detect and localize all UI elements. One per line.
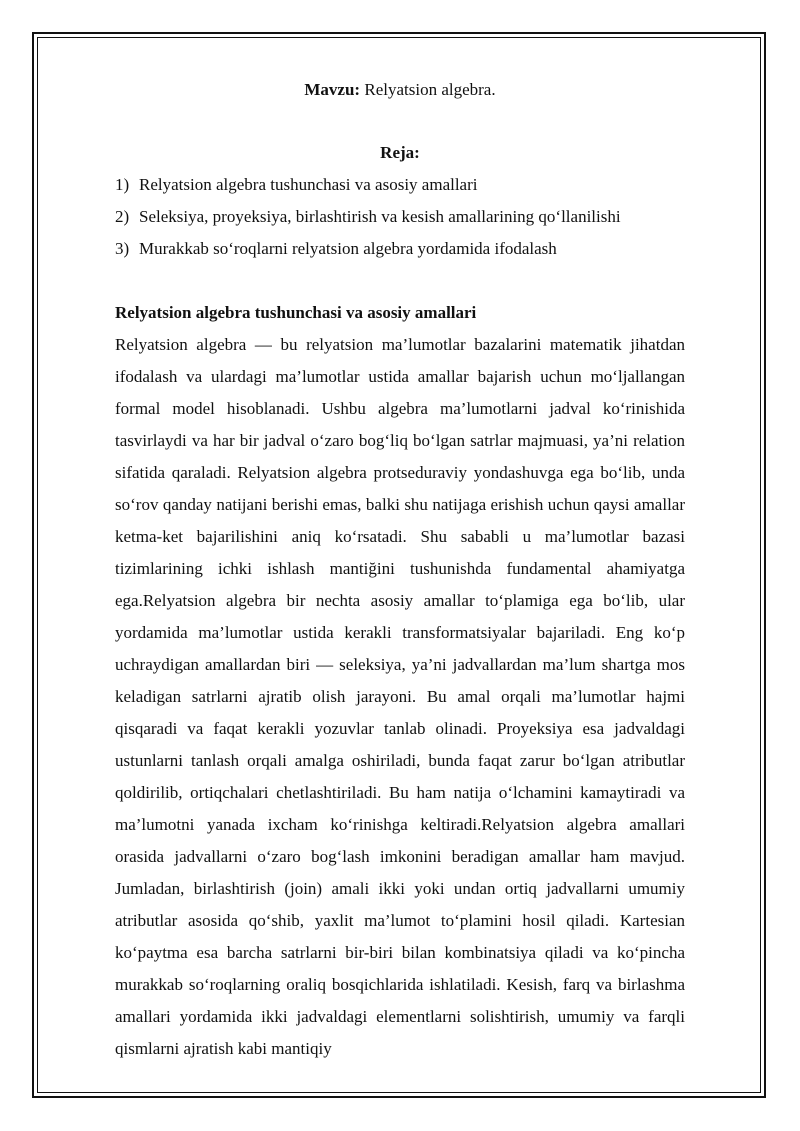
plan-item-number: 2): [115, 207, 130, 226]
topic-line: [115, 74, 685, 106]
plan-title: Reja:: [380, 143, 420, 162]
plan-item-number: 1): [115, 175, 130, 194]
plan-list: [115, 169, 685, 265]
section-heading: Relyatsion algebra tushunchasi va asosiy amallari: [115, 303, 477, 322]
plan-item-number: 3): [115, 239, 130, 258]
topic-value: Relyatsion algebra.: [364, 80, 496, 99]
plan-item: [115, 233, 685, 265]
topic-label: Mavzu:: [304, 80, 361, 99]
section-body-paragraph: Relyatsion algebra — bu relyatsion ma’lumotlar bazalarini matematik jihatdan ifodalash va ulardagi ma’lumotlar ustida amallar bajarish uchun mo‘ljallangan formal model hisoblanadi. Ushbu algebra ma’lumotlarni jadval ko‘rinishida tasvirlaydi va har bir jadval o‘zaro bog‘liq bo‘lgan satrlar majmuasi, ya’ni relation sifatida qaraladi. Relyatsion algebra protseduraviy yondashuvga ega bo‘lib, unda so‘rov qanday natijani berishi emas, balki shu natijaga erishish uchun qaysi amallar ketma-ket bajarilishini aniq ko‘rsatadi. Shu sababli u ma’lumotlar bazasi tizimlarining ichki ishlash mantiğini tushunishda fundamental ahamiyatga ega.Relyatsion algebra bir nechta asosiy amallar to‘plamiga ega bo‘lib, ular yordamida ma’lumotlar ustida kerakli transformatsiyalar bajariladi. Eng ko‘p uchraydigan amallardan biri — seleksiya, ya’ni jadvallardan ma’lum shartga mos keladigan satrlarni ajratib olish jarayoni. Bu amal orqali ma’lumotlar hajmi qisqaradi va faqat kerakli yozuvlar tanlab olinadi. Proyeksiya esa jadvaldagi ustunlarni tanlash orqali amalga oshiriladi, bunda faqat zarur bo‘lgan atributlar qoldirilib, ortiqchalari chetlashtiriladi. Bu ham natija o‘lchamini kamaytiradi va ma’lumotni yanada ixcham ko‘rinishga keltiradi.Relyatsion algebra amallari orasida jadvallarni o‘zaro bog‘lash imkonini beradigan amallar ham mavjud. Jumladan, birlashtirish (join) amali ikki yoki undan ortiq jadvallarni umumiy atributlar asosida qo‘shib, yaxlit ma’lumot to‘plamini hosil qiladi. Kartesian ko‘paytma esa barcha satrlarni bir-biri bilan kombinatsiya qiladi va ko‘pincha murakkab so‘roqlarning oraliq bosqichlarida ishlatiladi. Kesish, farq va birlashma amallari yordamida ikki jadvaldagi elementlarni solishtirish, umumiy va farqli qismlarni ajratish kabi mantiqiy: [115, 335, 685, 1058]
plan-item-text: Seleksiya, proyeksiya, birlashtirish va kesish amallarining qo‘llanilishi: [139, 207, 621, 226]
plan-item-text: Relyatsion algebra tushunchasi va asosiy amallari: [139, 175, 478, 194]
plan-item: [115, 201, 685, 233]
document-body: [115, 74, 685, 1065]
plan-item: [115, 169, 685, 201]
plan-item-text: Murakkab so‘roqlarni relyatsion algebra yordamida ifodalash: [139, 239, 557, 258]
